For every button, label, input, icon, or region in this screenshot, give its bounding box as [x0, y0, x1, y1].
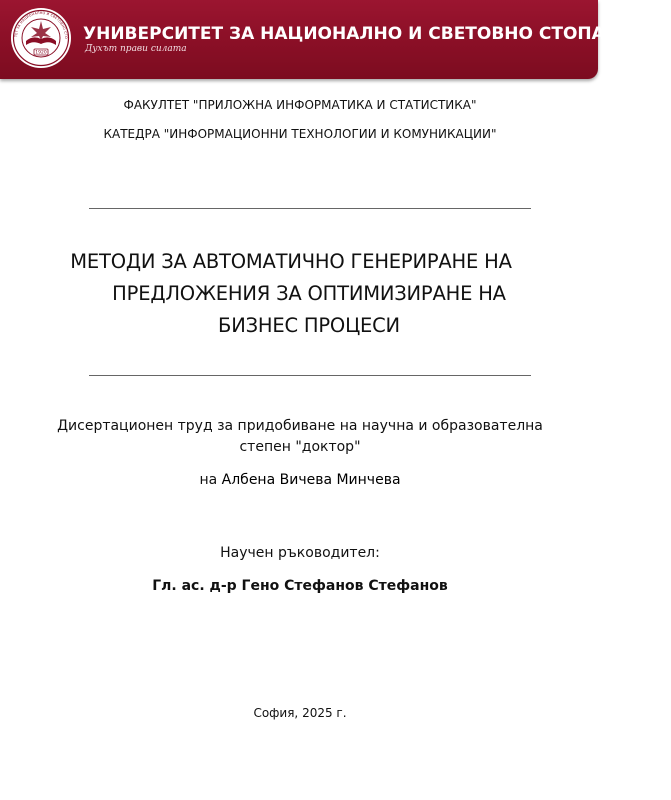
supervisor-label: Научен ръководител: [220, 545, 380, 561]
author-prefix: на [199, 472, 218, 488]
description-line-1: Дисертационен труд за придобиване на научна и образователна [57, 418, 543, 434]
title-line-3: БИЗНЕС ПРОЦЕСИ [218, 314, 400, 337]
supervisor-name: Гл. ас. д-р Гено Стефанов Стефанов [152, 578, 448, 594]
top-divider [89, 208, 531, 209]
university-motto: Духът прави силата [85, 44, 187, 54]
title-line-1: МЕТОДИ ЗА АВТОМАТИЧНО ГЕНЕРИРАНЕ НА [70, 250, 512, 273]
university-banner [0, 0, 671, 79]
seal-year: 1920 [35, 50, 47, 56]
svg-text:УНИВЕРСИТЕТ ЗА НАЦИОНАЛНО И СВ: ТЕТ ЗА НАЦИОНАЛНО И СВЕТОВНО СТО [13, 10, 69, 40]
place-and-date: София, 2025 г. [253, 706, 347, 720]
faculty-name: ФАКУЛТЕТ "ПРИЛОЖНА ИНФОРМАТИКА И СТАТИСТИКА" [123, 98, 477, 112]
bottom-divider [89, 375, 531, 376]
title-line-2: ПРЕДЛОЖЕНИЯ ЗА ОПТИМИЗИРАНЕ НА [112, 282, 506, 305]
author-name: Албена Вичева Минчева [221, 472, 401, 488]
author-line [0, 472, 600, 488]
description-line-2: степен "доктор" [239, 439, 361, 455]
university-seal-logo [10, 7, 72, 69]
university-name: УНИВЕРСИТЕТ ЗА НАЦИОНАЛНО И СВЕТОВНО СТОПАНСТВО [83, 24, 671, 44]
dissertation-description [0, 416, 600, 458]
department-name: КАТЕДРА "ИНФОРМАЦИОННИ ТЕХНОЛОГИИ И КОМУНИКАЦИИ" [103, 127, 497, 141]
dissertation-title [0, 246, 600, 342]
